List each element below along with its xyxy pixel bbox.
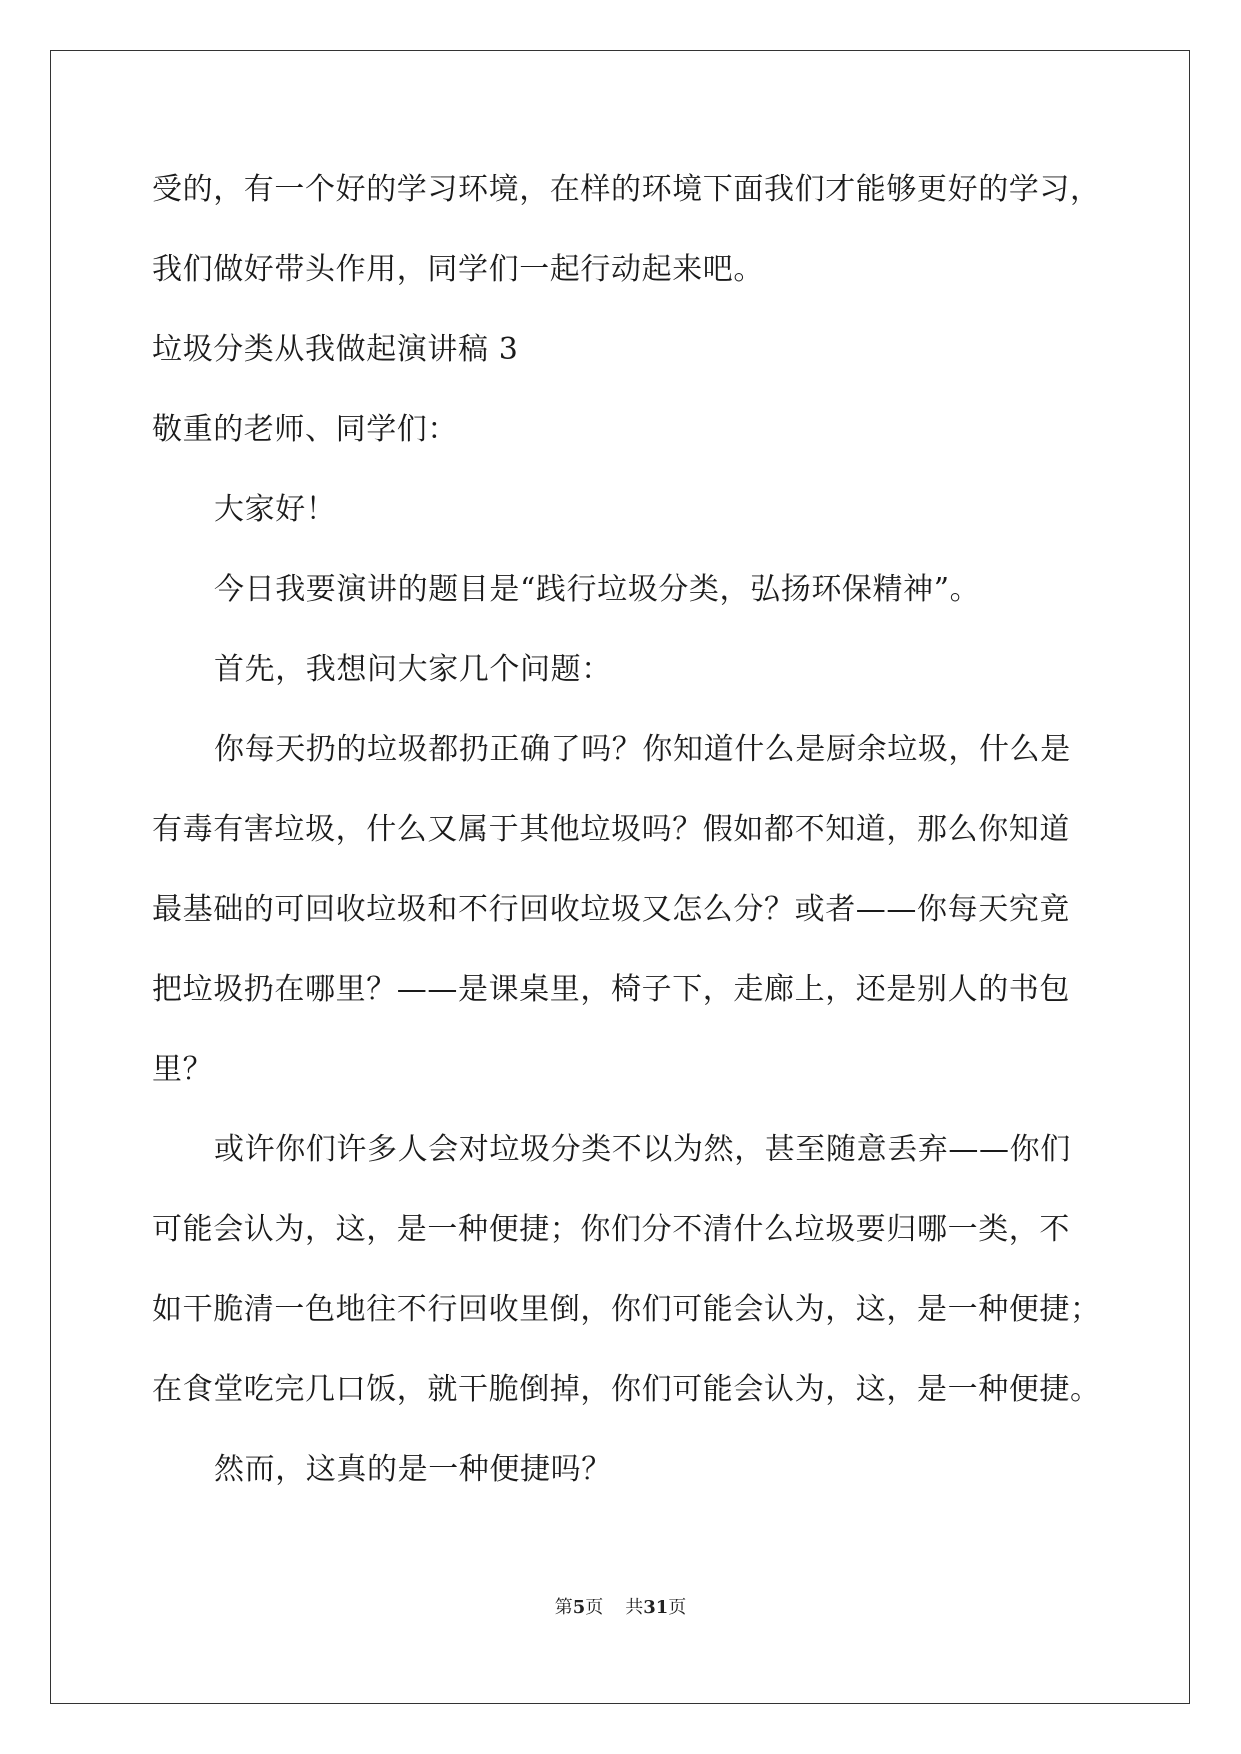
paragraph-line: 你每天扔的垃圾都扔正确了吗？你知道什么是厨余垃圾，什么是 [214, 732, 1071, 767]
total-pages: 31 [643, 1597, 669, 1618]
paragraph-line: 我们做好带头作用，同学们一起行动起来吧。 [152, 252, 764, 287]
paragraph-line: 今日我要演讲的题目是“践行垃圾分类，弘扬环保精神”。 [214, 572, 981, 607]
paragraph-line: 可能会认为，这，是一种便捷；你们分不清什么垃圾要归哪一类，不 [152, 1212, 1070, 1247]
paragraph-line: 把垃圾扔在哪里？——是课桌里，椅子下，走廊上，还是别人的书包 [152, 972, 1070, 1007]
paragraph-line: 在食堂吃完几口饭，就干脆倒掉，你们可能会认为，这，是一种便捷。 [152, 1372, 1101, 1407]
salutation: 敬重的老师、同学们： [152, 412, 458, 447]
page-suffix: 页 [585, 1597, 604, 1618]
paragraph-line: 如干脆清一色地往不行回收里倒，你们可能会认为，这，是一种便捷； [152, 1292, 1101, 1327]
paragraph-line: 然而，这真的是一种便捷吗？ [214, 1452, 612, 1487]
page-footer [0, 1596, 1241, 1620]
paragraph-line: 里？ [152, 1052, 214, 1087]
section-heading: 垃圾分类从我做起演讲稿 3 [152, 332, 519, 367]
paragraph-line: 受的，有一个好的学习环境，在样的环境下面我们才能够更好的学习， [152, 172, 1101, 207]
page-prefix: 第 [554, 1597, 573, 1618]
paragraph-line: 有毒有害垃圾，什么又属于其他垃圾吗？假如都不知道，那么你知道 [152, 812, 1070, 847]
total-prefix: 共 [625, 1597, 644, 1618]
greeting: 大家好！ [214, 492, 337, 527]
total-suffix: 页 [668, 1597, 687, 1618]
paragraph-line: 最基础的可回收垃圾和不行回收垃圾又怎么分？或者——你每天究竟 [152, 892, 1070, 927]
paragraph-line: 首先，我想问大家几个问题： [214, 652, 612, 687]
page-number: 5 [572, 1597, 586, 1618]
paragraph-line: 或许你们许多人会对垃圾分类不以为然，甚至随意丢弃——你们 [214, 1132, 1071, 1167]
